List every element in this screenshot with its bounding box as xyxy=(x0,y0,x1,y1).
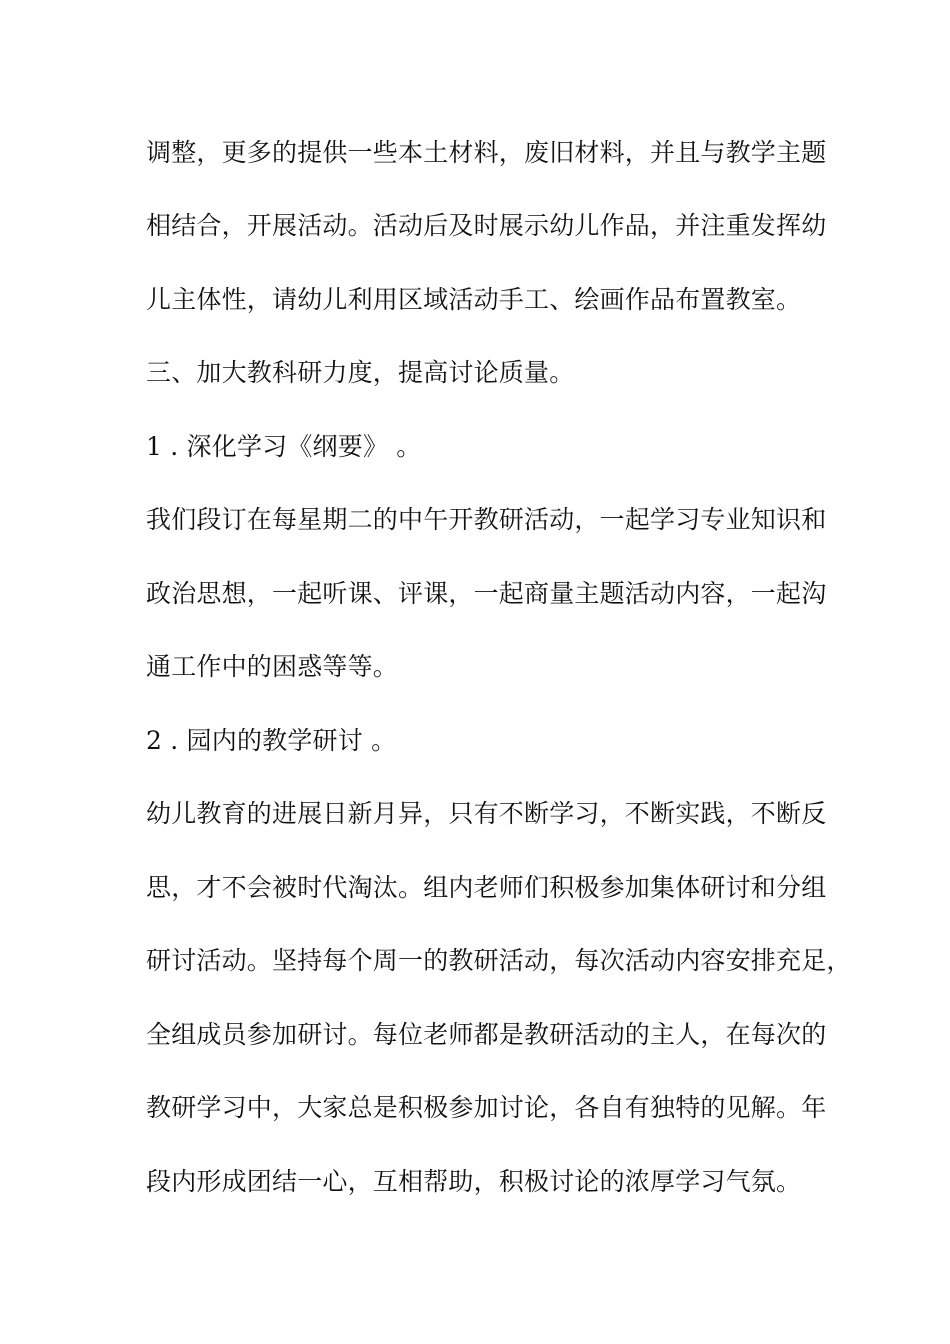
paragraph-line: 儿主体性，请幼儿利用区域活动手工、绘画作品布置教室。 xyxy=(146,285,802,314)
paragraph-line: 段内形成团结一心，互相帮助，积极讨论的浓厚学习气氛。 xyxy=(146,1167,802,1196)
paragraph-line: 调整，更多的提供一些本土材料，废旧材料，并且与教学主题 xyxy=(146,138,827,167)
paragraph-line: 全组成员参加研讨。每位老师都是教研活动的主人，在每次的 xyxy=(146,1020,827,1049)
subsection-heading: 1 . 深化学习《纲要》 。 xyxy=(146,432,422,461)
paragraph-line: 我们段订在每星期二的中午开教研活动，一起学习专业知识和 xyxy=(146,505,827,534)
paragraph-line: 通工作中的困惑等等。 xyxy=(146,652,399,681)
paragraph-line: 思，才不会被时代淘汰。组内老师们积极参加集体研讨和分组 xyxy=(146,873,827,902)
section-heading: 三、加大教科研力度，提高讨论质量。 xyxy=(146,358,575,387)
paragraph-line: 政治思想，一起听课、评课，一起商量主题活动内容，一起沟 xyxy=(146,579,827,608)
subsection-heading: 2 . 园内的教学研讨 。 xyxy=(146,726,397,755)
paragraph-line: 相结合，开展活动。活动后及时展示幼儿作品，并注重发挥幼 xyxy=(146,211,827,240)
paragraph-line: 研讨活动。坚持每个周一的教研活动，每次活动内容安排充足， xyxy=(146,946,852,975)
paragraph-line: 幼儿教育的进展日新月异，只有不断学习，不断实践，不断反 xyxy=(146,799,827,828)
paragraph-line: 教研学习中，大家总是积极参加讨论，各自有独特的见解。年 xyxy=(146,1093,827,1122)
